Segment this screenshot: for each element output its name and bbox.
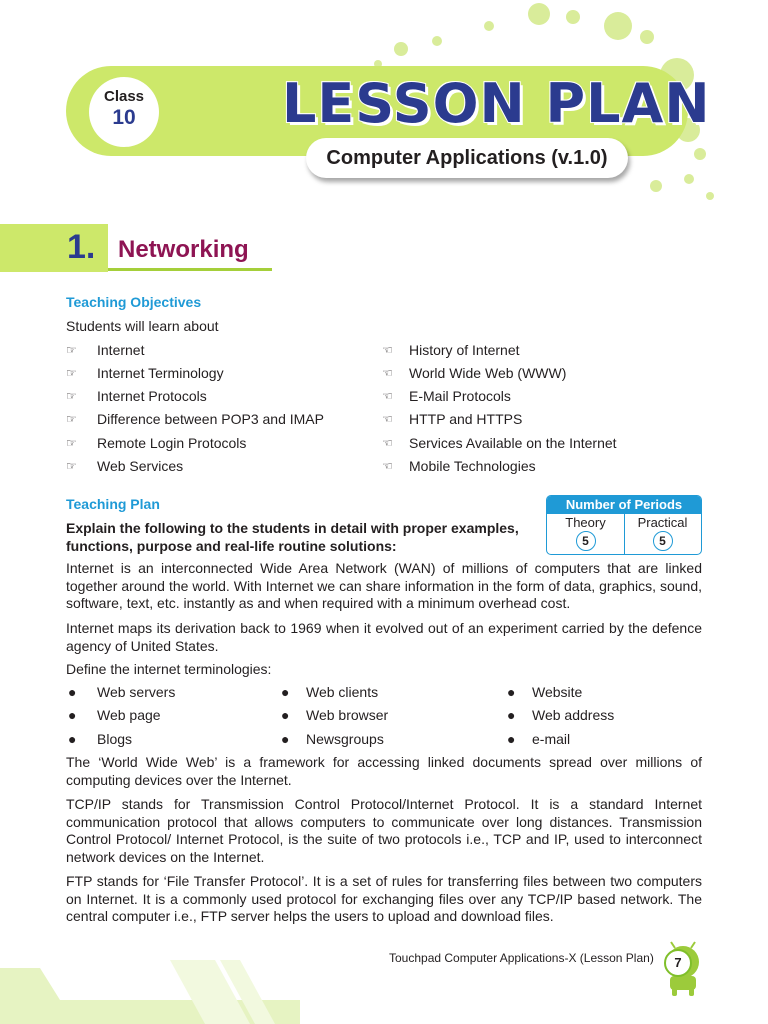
objective-item: E-Mail Protocols <box>409 388 511 404</box>
objective-item: Difference between POP3 and IMAP <box>97 411 324 427</box>
objective-item: Services Available on the Internet <box>409 435 617 451</box>
page-number: 7 <box>664 949 692 977</box>
objective-item: Internet Protocols <box>97 388 207 404</box>
pointing-hand-icon: ☞ <box>66 389 77 403</box>
term-item: Web page <box>97 707 161 723</box>
chapter-title: Networking <box>118 236 249 263</box>
pointing-hand-icon: ☞ <box>66 412 77 426</box>
footer-decoration <box>0 960 300 1024</box>
periods-title: Number of Periods <box>547 496 701 514</box>
theory-value: 5 <box>576 531 596 551</box>
term-item: Newsgroups <box>306 731 384 747</box>
bullet-icon: ● <box>281 731 290 747</box>
bullet-icon: ● <box>68 684 77 700</box>
class-number: 10 <box>112 106 136 129</box>
term-item: e-mail <box>532 731 571 747</box>
footer-text: Touchpad Computer Applications-X (Lesson Plan) <box>389 951 654 965</box>
theory-column <box>547 514 625 554</box>
plan-instruction: Explain the following to the students in detail with proper examples, functions, purpose and real-life routine solutions: <box>66 520 519 554</box>
class-label: Class <box>103 88 145 105</box>
bullet-icon: ● <box>281 684 290 700</box>
pointing-hand-icon: ☞ <box>66 343 77 357</box>
bullet-icon: ● <box>281 707 290 723</box>
bullet-icon: ● <box>507 684 516 700</box>
objectives-heading: Teaching Objectives <box>66 294 202 310</box>
pointing-hand-icon: ☜ <box>382 412 393 426</box>
practical-label: Practical <box>637 515 688 530</box>
bullet-icon: ● <box>507 707 516 723</box>
objective-item: Remote Login Protocols <box>97 435 247 451</box>
paragraph-tcpip: TCP/IP stands for Transmission Control Protocol/Internet Protocol. It is a standard Internet communication protocol that allows computers to communicate over long distances. Transmission Control Protocol/ Internet Protocol, is the suite of two protocols i.e., TCP and IP, used to interconnect network devices on the Internet. <box>66 796 702 865</box>
objective-item: Internet <box>97 342 145 358</box>
subtitle: Computer Applications (v.1.0) <box>306 138 628 178</box>
class-badge <box>91 79 157 145</box>
objective-item: World Wide Web (WWW) <box>409 365 567 381</box>
term-item: Website <box>532 684 583 700</box>
pointing-hand-icon: ☜ <box>382 389 393 403</box>
plan-heading: Teaching Plan <box>66 496 160 512</box>
pointing-hand-icon: ☜ <box>382 459 393 473</box>
paragraph-internet: Internet is an interconnected Wide Area Network (WAN) of millions of computers that are linked together around the world. With Internet we can share information in the form of data, graphics, sound, software, text, etc. instantly as and when required with a minimum overhead cost. <box>66 560 702 611</box>
bullet-icon: ● <box>68 707 77 723</box>
paragraph-ftp: FTP stands for ‘File Transfer Protocol’. It is a set of rules for transferring files between two computers on Internet. It is a commonly used protocol for exchanging files over any TCP/IP based network. The central computer i.e., FTP server helps the users to upload and download files. <box>66 873 702 924</box>
theory-label: Theory <box>565 515 606 530</box>
term-item: Web address <box>532 707 615 723</box>
pointing-hand-icon: ☜ <box>382 366 393 380</box>
pointing-hand-icon: ☜ <box>382 436 393 450</box>
chapter-underline <box>108 268 272 271</box>
paragraph-define: Define the internet terminologies: <box>66 661 272 677</box>
objective-item: Web Services <box>97 458 184 474</box>
objective-item: History of Internet <box>409 342 520 358</box>
chapter-number: 1. <box>67 228 96 266</box>
term-item: Web browser <box>306 707 389 723</box>
term-item: Blogs <box>97 731 133 747</box>
pointing-hand-icon: ☞ <box>66 436 77 450</box>
bullet-icon: ● <box>507 731 516 747</box>
paragraph-history: Internet maps its derivation back to 1969 when it evolved out of an experiment carried by the defence agency of United States. <box>66 620 702 654</box>
term-item: Web clients <box>306 684 379 700</box>
pointing-hand-icon: ☞ <box>66 459 77 473</box>
objective-item: Mobile Technologies <box>409 458 536 474</box>
practical-column <box>624 514 701 554</box>
page-title: LESSON PLAN <box>282 72 711 135</box>
term-item: Web servers <box>97 684 176 700</box>
pointing-hand-icon: ☞ <box>66 366 77 380</box>
pointing-hand-icon: ☜ <box>382 343 393 357</box>
paragraph-www: The ‘World Wide Web’ is a framework for accessing linked documents spread over millions of computing devices over the Internet. <box>66 754 702 788</box>
bullet-icon: ● <box>68 731 77 747</box>
objective-item: Internet Terminology <box>97 365 224 381</box>
practical-value: 5 <box>653 531 673 551</box>
objective-item: HTTP and HTTPS <box>409 411 523 427</box>
periods-table <box>546 495 702 555</box>
objectives-intro: Students will learn about <box>66 318 219 334</box>
